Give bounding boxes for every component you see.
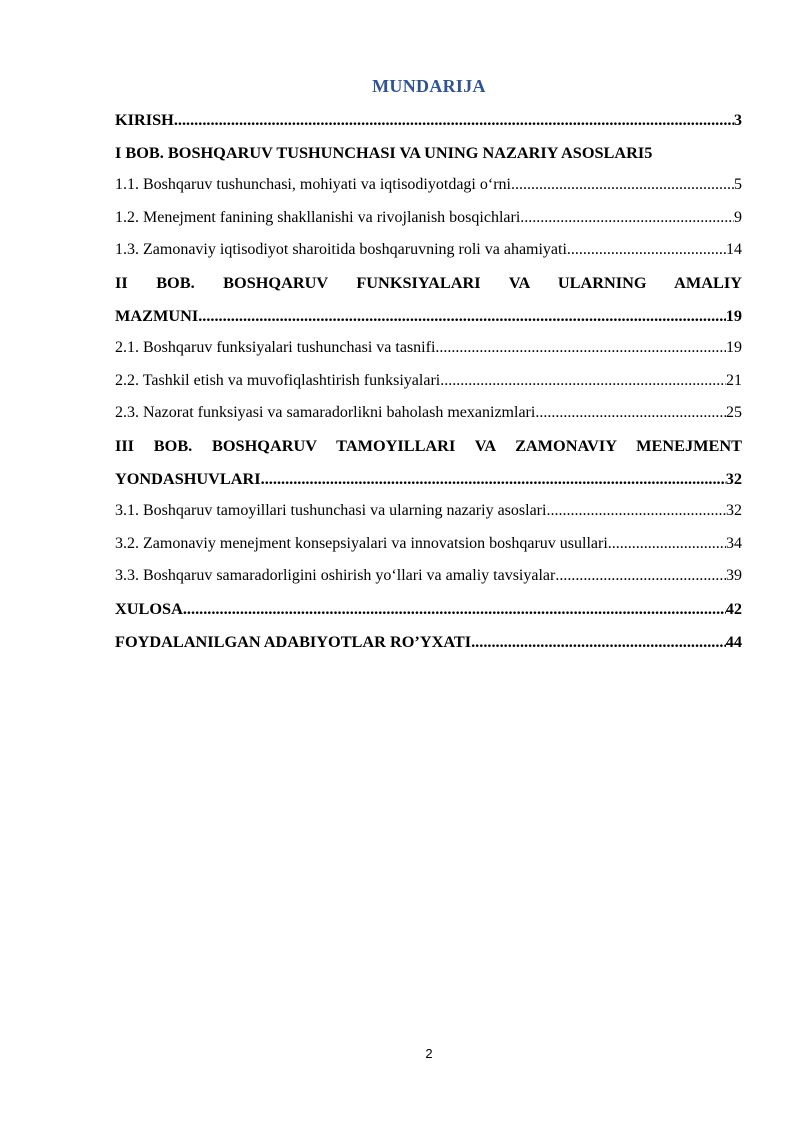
toc-entry-page: 19 [725,305,742,325]
toc-entry-label: MAZMUNI [115,305,199,325]
toc-entry-chapter-3-line1[interactable] [115,430,742,463]
toc-entry-page: 32 [725,468,742,488]
dot-leader [174,104,734,137]
dot-leader [546,495,726,528]
toc-entry-label: 3.2. Zamonaviy menejment konsepsiyalari va innovatsion boshqaruv usullari [115,534,608,552]
toc-entry-label: II BOB. BOSHQARUV FUNKSIYALARI VA ULARNING AMALIY [115,272,742,292]
toc-entry-2-1[interactable] [115,332,742,365]
toc-entry-page: 32 [726,502,742,520]
toc-entry-label: 1.3. Zamonaviy iqtisodiyot sharoitida boshqaruvning roli va ahamiyati [115,241,567,259]
toc-entry-page: 34 [726,534,742,552]
toc-entry-label: KIRISH [115,110,174,129]
dot-leader [567,234,726,267]
dot-leader [435,332,726,365]
toc-entry-label: 2.2. Tashkil etish va muvofiqlashtirish funksiyalari [115,371,441,389]
toc-entry-label: III BOB. BOSHQARUV TAMOYILLARI VA ZAMONAVIY MENEJMENT [115,435,742,455]
toc-entry-page: 5 [644,142,653,162]
table-of-contents [115,104,742,658]
toc-entry-chapter-1[interactable] [115,137,742,170]
dot-leader [535,397,726,430]
dot-leader [183,593,726,626]
toc-entry-label: 2.1. Boshqaruv funksiyalari tushunchasi va tasnifi [115,339,436,357]
toc-entry-2-3[interactable] [115,397,742,430]
dot-leader [608,528,726,561]
toc-entry-label: 3.3. Boshqaruv samaradorligini oshirish yo‘llari va amaliy tavsiyalar [115,567,556,585]
toc-entry-label: 2.3. Nazorat funksiyasi va samaradorlikni baholash mexanizmlari [115,404,536,422]
toc-entry-1-3[interactable] [115,234,742,267]
dot-leader [555,560,726,593]
dot-leader [198,300,726,333]
toc-entry-label: 3.1. Boshqaruv tamoyillari tushunchasi va ularning nazariy asoslari [115,502,547,520]
toc-entry-label: I BOB. BOSHQARUV TUSHUNCHASI VA UNING NAZARIY ASOSLARI [115,142,645,162]
toc-entry-label: 1.2. Menejment fanining shakllanishi va rivojlanish bosqichlari [115,208,521,226]
toc-entry-page: 25 [726,404,742,422]
dot-leader [440,365,726,398]
page-number: 2 [425,1046,433,1061]
toc-entry-page: 14 [726,241,742,259]
toc-entry-page: 39 [726,567,742,585]
toc-entry-1-2[interactable] [115,202,742,235]
toc-entry-chapter-3-line2[interactable] [115,463,742,496]
toc-entry-page: 19 [726,339,742,357]
dot-leader [261,463,726,496]
toc-entry-label: XULOSA [115,598,183,618]
toc-entry-label: 1.1. Boshqaruv tushunchasi, mohiyati va iqtisodiyotdagi o‘rni [115,176,511,194]
toc-entry-adabiyotlar[interactable] [115,626,742,659]
dot-leader [511,169,734,202]
toc-entry-page: 3 [733,110,742,129]
toc-entry-page: 5 [734,176,742,194]
toc-entry-3-3[interactable] [115,560,742,593]
toc-entry-page: 9 [734,208,742,226]
toc-entry-label: YONDASHUVLARI [115,468,261,488]
toc-entry-xulosa[interactable] [115,593,742,626]
toc-entry-page: 21 [726,371,742,389]
toc-entry-3-1[interactable] [115,495,742,528]
toc-entry-chapter-2-line2[interactable] [115,300,742,333]
toc-entry-page: 42 [725,598,742,618]
dot-leader [520,202,734,235]
toc-entry-1-1[interactable] [115,169,742,202]
dot-leader [471,626,726,659]
toc-entry-2-2[interactable] [115,365,742,398]
toc-entry-label: FOYDALANILGAN ADABIYOTLAR RO’YXATI [115,631,472,651]
toc-entry-3-2[interactable] [115,528,742,561]
toc-title: MUNDARIJA [372,76,486,96]
toc-entry-chapter-2-line1[interactable] [115,267,742,300]
toc-entry-kirish[interactable] [115,104,742,137]
toc-entry-page: 44 [725,631,742,651]
